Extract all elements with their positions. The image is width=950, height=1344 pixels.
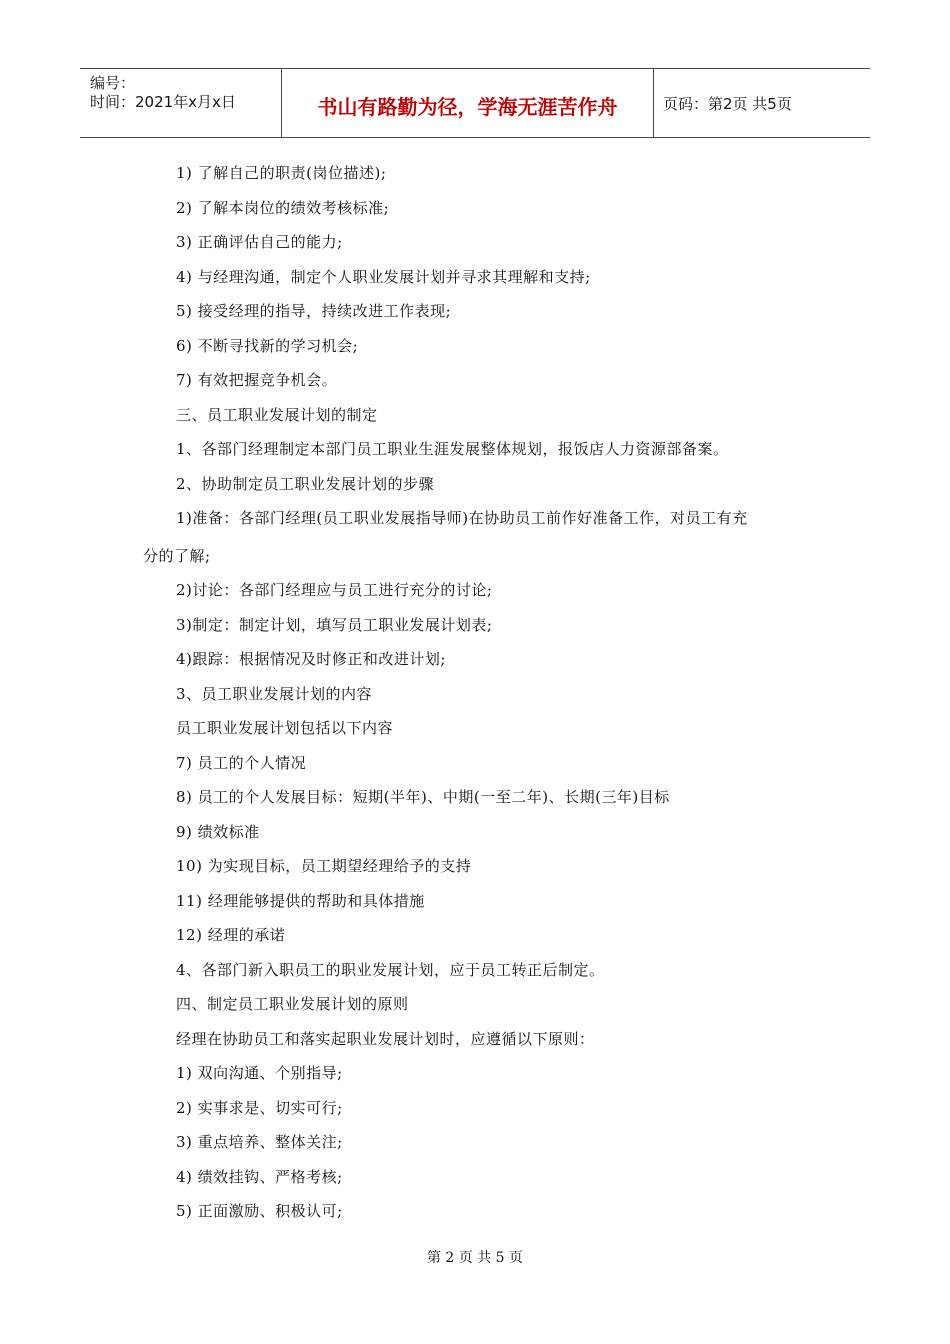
header-page-info: 页码：第2页 共5页	[663, 95, 792, 113]
body-line: 5) 正面激励、积极认可;	[176, 1202, 343, 1220]
body-line: 2)讨论：各部门经理应与员工进行充分的讨论;	[176, 581, 493, 599]
body-line: 分的了解;	[143, 547, 211, 565]
body-line: 8) 员工的个人发展目标：短期(半年)、中期(一至二年)、长期(三年)目标	[176, 788, 670, 806]
header-motto-cell	[282, 69, 654, 137]
body-line: 5) 接受经理的指导，持续改进工作表现;	[176, 302, 452, 320]
header-page-cell	[655, 69, 870, 137]
body-line: 3) 重点培养、整体关注;	[176, 1133, 343, 1151]
header-meta-cell	[80, 69, 282, 137]
page-footer: 第 2 页 共 5 页	[426, 1250, 524, 1266]
body-line: 员工职业发展计划包括以下内容	[176, 719, 394, 737]
body-line: 10) 为实现目标，员工期望经理给予的支持	[176, 857, 472, 875]
subsection-heading: 2、协助制定员工职业发展计划的步骤	[176, 475, 435, 493]
body-line: 7) 有效把握竞争机会。	[176, 371, 338, 389]
body-line: 12) 经理的承诺	[176, 926, 286, 944]
body-line: 1) 双向沟通、个别指导;	[176, 1064, 343, 1082]
body-line: 7) 员工的个人情况	[176, 754, 307, 772]
subsection-heading: 3、员工职业发展计划的内容	[176, 685, 373, 703]
body-line: 9) 绩效标准	[176, 823, 260, 841]
body-line: 3)制定：制定计划，填写员工职业发展计划表;	[176, 616, 493, 634]
body-line: 11) 经理能够提供的帮助和具体措施	[176, 892, 425, 910]
body-line: 2) 了解本岗位的绩效考核标准;	[176, 199, 390, 217]
body-line: 1)准备：各部门经理(员工职业发展指导师)在协助员工前作好准备工作，对员工有充	[176, 509, 748, 527]
body-line: 6) 不断寻找新的学习机会;	[176, 337, 359, 355]
body-line: 4) 绩效挂钩、严格考核;	[176, 1168, 343, 1186]
body-line: 3) 正确评估自己的能力;	[176, 233, 343, 251]
section-heading: 四、制定员工职业发展计划的原则	[176, 995, 409, 1013]
body-line: 4) 与经理沟通，制定个人职业发展计划并寻求其理解和支持;	[176, 268, 591, 286]
page-header	[80, 68, 870, 138]
body-line: 经理在协助员工和落实起职业发展计划时，应遵循以下原则：	[176, 1030, 595, 1048]
section-heading: 三、员工职业发展计划的制定	[176, 406, 378, 424]
header-motto: 书山有路勤为径，学海无涯苦作舟	[317, 95, 618, 119]
document-number-label: 编号：	[90, 74, 136, 92]
body-line: 4)跟踪：根据情况及时修正和改进计划;	[176, 650, 446, 668]
document-date-label: 时间：2021年x月x日	[90, 93, 236, 111]
body-line: 1) 了解自己的职责(岗位描述);	[176, 164, 387, 182]
body-line: 4、各部门新入职员工的职业发展计划，应于员工转正后制定。	[176, 961, 605, 979]
body-line: 2) 实事求是、切实可行;	[176, 1099, 343, 1117]
body-line: 1、各部门经理制定本部门员工职业生涯发展整体规划，报饭店人力资源部备案。	[176, 440, 729, 458]
